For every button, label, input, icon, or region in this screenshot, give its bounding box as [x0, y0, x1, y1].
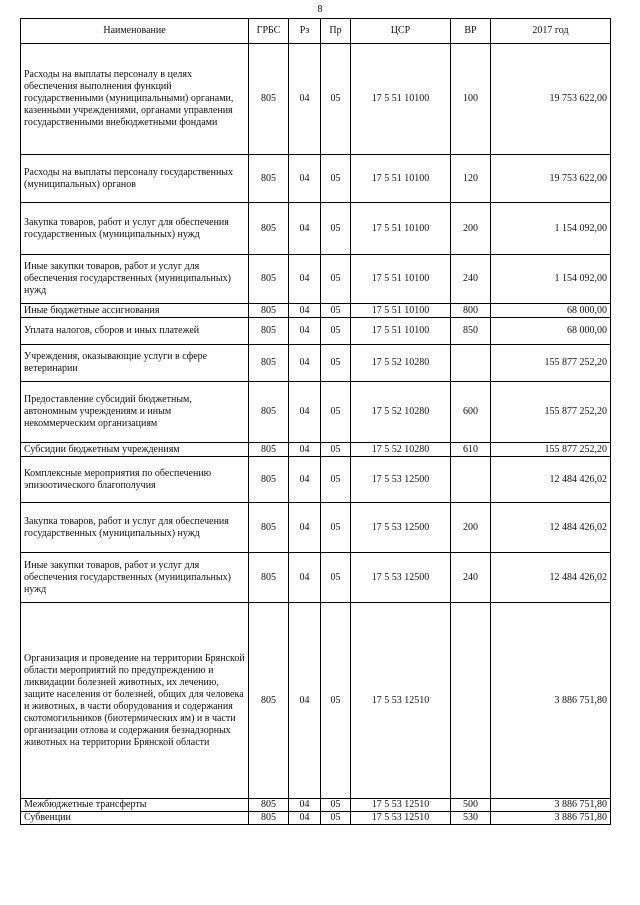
- row-amount: 12 484 426,02: [491, 457, 611, 503]
- row-name: Учреждения, оказывающие услуги в сфере ветеринарии: [21, 345, 249, 382]
- row-csr: 17 5 53 12500: [351, 503, 451, 553]
- table-row: [21, 44, 611, 155]
- row-vr: 850: [451, 318, 491, 345]
- row-pr: 05: [321, 382, 351, 443]
- row-vr: 500: [451, 799, 491, 812]
- row-name: Расходы на выплаты персоналу в целях обеспечения выполнения функций государственными (муниципальными) органами, казенными учреждениями, органами управления государственными внебюджетными фондами: [21, 44, 249, 155]
- table-row: [21, 345, 611, 382]
- row-amount: 12 484 426,02: [491, 553, 611, 603]
- row-rz: 04: [289, 155, 321, 203]
- row-name: Комплексные мероприятия по обеспечению эпизоотического благополучия: [21, 457, 249, 503]
- row-pr: 05: [321, 457, 351, 503]
- row-pr: 05: [321, 318, 351, 345]
- table-row: [21, 457, 611, 503]
- row-grbs: 805: [249, 603, 289, 799]
- row-rz: 04: [289, 553, 321, 603]
- row-rz: 04: [289, 503, 321, 553]
- row-pr: 05: [321, 443, 351, 457]
- table-row: [21, 443, 611, 457]
- row-pr: 05: [321, 304, 351, 318]
- row-csr: 17 5 51 10100: [351, 255, 451, 304]
- table-row: [21, 203, 611, 255]
- row-vr: [451, 603, 491, 799]
- table-row: [21, 255, 611, 304]
- row-rz: 04: [289, 443, 321, 457]
- row-grbs: 805: [249, 318, 289, 345]
- row-vr: 610: [451, 443, 491, 457]
- row-pr: 05: [321, 155, 351, 203]
- row-name: Субсидии бюджетным учреждениям: [21, 443, 249, 457]
- header-pr: Пр: [321, 19, 351, 44]
- row-amount: 155 877 252,20: [491, 382, 611, 443]
- row-grbs: 805: [249, 457, 289, 503]
- header-rz: Рз: [289, 19, 321, 44]
- row-vr: 100: [451, 44, 491, 155]
- row-grbs: 805: [249, 812, 289, 825]
- row-pr: 05: [321, 503, 351, 553]
- row-csr: 17 5 53 12510: [351, 812, 451, 825]
- row-rz: 04: [289, 603, 321, 799]
- row-name: Предоставление субсидий бюджетным, автономным учреждениям и иным некоммерческим организациям: [21, 382, 249, 443]
- row-pr: 05: [321, 603, 351, 799]
- row-vr: 200: [451, 203, 491, 255]
- row-csr: 17 5 52 10280: [351, 443, 451, 457]
- row-name: Закупка товаров, работ и услуг для обеспечения государственных (муниципальных) нужд: [21, 503, 249, 553]
- row-name: Расходы на выплаты персоналу государственных (муниципальных) органов: [21, 155, 249, 203]
- row-grbs: 805: [249, 553, 289, 603]
- row-rz: 04: [289, 255, 321, 304]
- row-vr: 240: [451, 255, 491, 304]
- row-csr: 17 5 51 10100: [351, 44, 451, 155]
- row-csr: 17 5 53 12500: [351, 553, 451, 603]
- row-vr: 120: [451, 155, 491, 203]
- row-amount: 3 886 751,80: [491, 603, 611, 799]
- table-row: [21, 603, 611, 799]
- row-csr: 17 5 52 10280: [351, 345, 451, 382]
- table-row: [21, 553, 611, 603]
- row-name: Иные закупки товаров, работ и услуг для обеспечения государственных (муниципальных) нужд: [21, 255, 249, 304]
- row-pr: 05: [321, 812, 351, 825]
- row-csr: 17 5 53 12510: [351, 603, 451, 799]
- row-pr: 05: [321, 345, 351, 382]
- header-grbs: ГРБС: [249, 19, 289, 44]
- table-row: [21, 812, 611, 825]
- row-amount: 3 886 751,80: [491, 799, 611, 812]
- row-vr: [451, 345, 491, 382]
- row-rz: 04: [289, 812, 321, 825]
- row-amount: 19 753 622,00: [491, 155, 611, 203]
- page-number: 8: [317, 4, 323, 15]
- row-grbs: 805: [249, 345, 289, 382]
- row-name: Межбюджетные трансферты: [21, 799, 249, 812]
- row-amount: 155 877 252,20: [491, 345, 611, 382]
- row-pr: 05: [321, 203, 351, 255]
- row-rz: 04: [289, 203, 321, 255]
- row-name: Иные бюджетные ассигнования: [21, 304, 249, 318]
- row-pr: 05: [321, 44, 351, 155]
- row-amount: 19 753 622,00: [491, 44, 611, 155]
- row-name: Субвенции: [21, 812, 249, 825]
- row-csr: 17 5 53 12510: [351, 799, 451, 812]
- row-grbs: 805: [249, 255, 289, 304]
- row-csr: 17 5 51 10100: [351, 203, 451, 255]
- row-name: Иные закупки товаров, работ и услуг для обеспечения государственных (муниципальных) нужд: [21, 553, 249, 603]
- row-csr: 17 5 53 12500: [351, 457, 451, 503]
- row-vr: 240: [451, 553, 491, 603]
- row-pr: 05: [321, 799, 351, 812]
- row-grbs: 805: [249, 155, 289, 203]
- row-name: Организация и проведение на территории Брянской области мероприятий по предупреждению и ликвидации болезней животных, их лечению, защите населения от болезней, общих для человека и животных, в части оборудования и содержания скотомогильников (биотермических ям) и в части организации отлова и содержания безнадзорных животных на территории Брянской области: [21, 603, 249, 799]
- row-csr: 17 5 51 10100: [351, 318, 451, 345]
- budget-table: [20, 18, 611, 825]
- table-row: [21, 318, 611, 345]
- row-grbs: 805: [249, 443, 289, 457]
- row-rz: 04: [289, 345, 321, 382]
- row-grbs: 805: [249, 503, 289, 553]
- row-amount: 12 484 426,02: [491, 503, 611, 553]
- header-csr: ЦСР: [351, 19, 451, 44]
- row-vr: 800: [451, 304, 491, 318]
- row-vr: 200: [451, 503, 491, 553]
- row-grbs: 805: [249, 203, 289, 255]
- row-amount: 68 000,00: [491, 318, 611, 345]
- table-row: [21, 155, 611, 203]
- row-csr: 17 5 52 10280: [351, 382, 451, 443]
- table-row: [21, 799, 611, 812]
- row-rz: 04: [289, 44, 321, 155]
- row-vr: 530: [451, 812, 491, 825]
- row-pr: 05: [321, 255, 351, 304]
- row-grbs: 805: [249, 44, 289, 155]
- row-csr: 17 5 51 10100: [351, 155, 451, 203]
- row-name: Закупка товаров, работ и услуг для обеспечения государственных (муниципальных) нужд: [21, 203, 249, 255]
- row-amount: 1 154 092,00: [491, 203, 611, 255]
- table-row: [21, 382, 611, 443]
- row-rz: 04: [289, 318, 321, 345]
- header-name: Наименование: [21, 19, 249, 44]
- table-row: [21, 503, 611, 553]
- row-name: Уплата налогов, сборов и иных платежей: [21, 318, 249, 345]
- row-rz: 04: [289, 457, 321, 503]
- row-pr: 05: [321, 553, 351, 603]
- row-amount: 3 886 751,80: [491, 812, 611, 825]
- row-grbs: 805: [249, 799, 289, 812]
- row-rz: 04: [289, 382, 321, 443]
- row-vr: 600: [451, 382, 491, 443]
- row-amount: 1 154 092,00: [491, 255, 611, 304]
- row-rz: 04: [289, 304, 321, 318]
- row-amount: 68 000,00: [491, 304, 611, 318]
- row-csr: 17 5 51 10100: [351, 304, 451, 318]
- row-grbs: 805: [249, 382, 289, 443]
- row-amount: 155 877 252,20: [491, 443, 611, 457]
- table-row: [21, 304, 611, 318]
- header-vr: ВР: [451, 19, 491, 44]
- table-header-row: [21, 19, 611, 44]
- row-rz: 04: [289, 799, 321, 812]
- row-grbs: 805: [249, 304, 289, 318]
- row-vr: [451, 457, 491, 503]
- header-year: 2017 год: [491, 19, 611, 44]
